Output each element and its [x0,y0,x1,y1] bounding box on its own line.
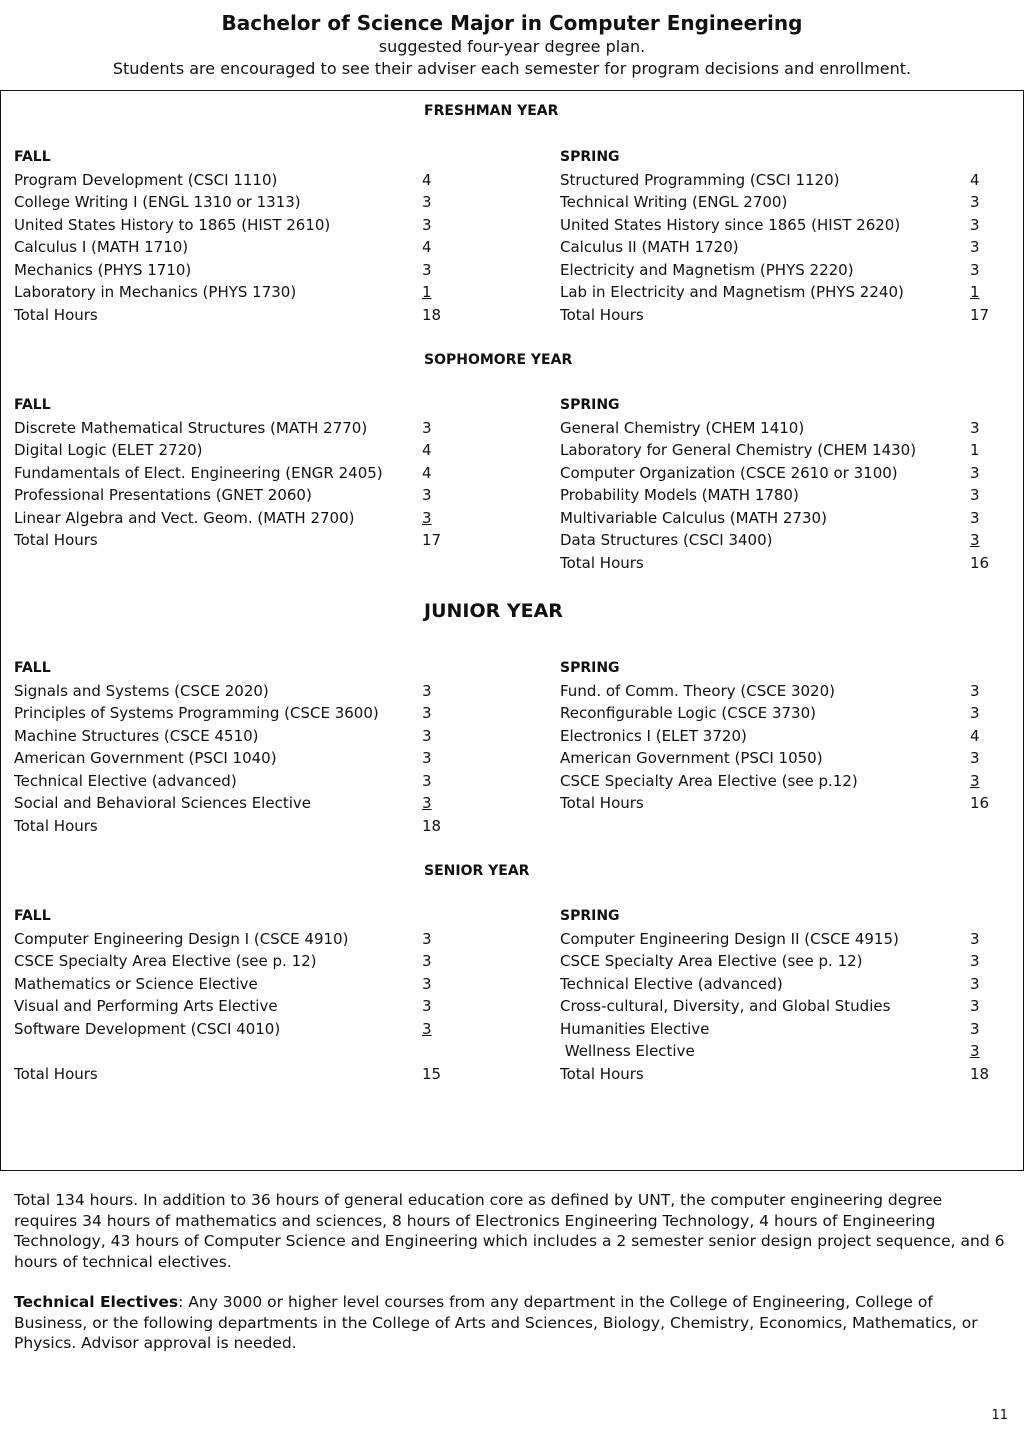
total-hours-row: Total Hours 15 [14,1064,442,1083]
course-row: Technical Writing (ENGL 2700) 3 [560,193,980,211]
degree-plan-box [0,90,1024,1171]
technical-electives-label: Technical Electives [14,1293,179,1311]
spacer [14,1040,444,1063]
year-heading-senior: SENIOR YEAR [424,863,530,879]
semester-label: FALL [14,149,51,165]
course-row: Mechanics (PHYS 1710) 3 [14,260,432,279]
senior-spring [560,905,992,1085]
course-row: Software Development (CSCI 4010) 3 [14,1019,432,1038]
course-row: Discrete Mathematical Structures (MATH 2770) 3 [14,418,432,437]
course-row: Visual and Performing Arts Elective 3 [14,997,432,1015]
semester-label: SPRING [560,397,620,413]
course-row: Electronics I (ELET 3720) 4 [560,726,980,745]
technical-electives-note [14,1292,1009,1354]
semester-label: SPRING [560,149,620,165]
course-row: CSCE Specialty Area Elective (see p.12) 3 [560,771,980,790]
course-row: United States History to 1865 (HIST 2610) 3 [14,215,432,234]
page-subtitle: suggested four-year degree plan. [378,37,646,56]
semester-label: FALL [14,908,51,924]
course-row: General Chemistry (CHEM 1410) 3 [560,418,980,437]
semester-label: SPRING [560,908,620,924]
course-row: Mathematics or Science Elective 3 [14,974,432,993]
course-row: Electricity and Magnetism (PHYS 2220) 3 [560,260,980,279]
course-row: American Government (PSCI 1050) 3 [560,749,980,767]
course-row: Laboratory in Mechanics (PHYS 1730) 1 [14,283,432,301]
course-row: CSCE Specialty Area Elective (see p. 12) 3 [14,952,432,970]
course-row: Signals and Systems (CSCE 2020) 3 [14,681,432,700]
course-row: Calculus I (MATH 1710) 4 [14,238,432,256]
course-row: Reconfigurable Logic (CSCE 3730) 3 [560,704,980,722]
course-row: Program Development (CSCI 1110) 4 [14,170,432,189]
page-number: 11 [991,1408,1008,1423]
course-row: Principles of Systems Programming (CSCE 3600) 3 [14,704,432,722]
total-hours-summary: Total 134 hours. In addition to 36 hours of general education core as defined by UNT, the computer engineering degree requires 34 hours of mathematics and sciences, 8 hours of Electronics Engineering Technology, 4 hours of Engineering Technology, 43 hours of Computer Science and Engineering which includes a 2 semester senior design project sequence, and 6 hours of technical electives. [14,1191,1005,1271]
total-hours-row: Total Hours 16 [560,553,990,572]
freshman-fall [14,146,444,326]
sophomore-fall [14,394,444,552]
senior-fall [14,905,444,1085]
course-row: Structured Programming (CSCI 1120) 4 [560,170,980,189]
freshman-spring [560,146,992,326]
semester-label: SPRING [560,660,620,676]
junior-spring [560,657,992,815]
course-row: Professional Presentations (GNET 2060) 3 [14,486,432,504]
semester-label: FALL [14,397,51,413]
course-row: Wellness Elective 3 [560,1042,980,1060]
course-row: Laboratory for General Chemistry (CHEM 1430) 1 [560,441,980,459]
course-row: Machine Structures (CSCE 4510) 3 [14,726,432,745]
course-row: Data Structures (CSCI 3400) 3 [560,531,980,549]
course-row: Calculus II (MATH 1720) 3 [560,238,980,256]
total-hours-row: Total Hours 17 [14,531,442,549]
total-hours-row: Total Hours 16 [560,794,990,812]
course-row: Computer Engineering Design II (CSCE 4915) 3 [560,929,980,948]
course-row: Multivariable Calculus (MATH 2730) 3 [560,508,980,527]
course-row: Computer Engineering Design I (CSCE 4910) 3 [14,929,432,948]
total-hours-row: Total Hours 18 [14,816,442,835]
course-row: Technical Elective (advanced) 3 [560,974,980,993]
course-row: Digital Logic (ELET 2720) 4 [14,441,432,459]
junior-fall [14,657,444,837]
page-intro: Students are encouraged to see their adviser each semester for program decisions and enrollment. [112,59,912,78]
year-heading-junior: JUNIOR YEAR [424,600,563,622]
course-row: American Government (PSCI 1040) 3 [14,749,432,767]
semester-label: FALL [14,660,51,676]
year-heading-freshman: FRESHMAN YEAR [424,103,559,119]
course-row: Lab in Electricity and Magnetism (PHYS 2240) 1 [560,283,980,301]
total-hours-row: Total Hours 18 [14,305,442,324]
course-row: Computer Organization (CSCE 2610 or 3100) 3 [560,463,980,482]
page-title: Bachelor of Science Major in Computer Engineering [221,11,803,35]
course-row: Technical Elective (advanced) 3 [14,771,432,790]
course-row: Humanities Elective 3 [560,1019,980,1038]
sophomore-spring [560,394,992,574]
course-row: CSCE Specialty Area Elective (see p. 12) 3 [560,952,980,970]
course-row: Fund. of Comm. Theory (CSCE 3020) 3 [560,681,980,700]
course-row: Linear Algebra and Vect. Geom. (MATH 2700) 3 [14,508,432,527]
total-hours-row: Total Hours 18 [560,1064,990,1083]
course-row: Fundamentals of Elect. Engineering (ENGR 2405) 4 [14,463,432,482]
course-row: College Writing I (ENGL 1310 or 1313) 3 [14,193,432,211]
course-row: Social and Behavioral Sciences Elective 3 [14,794,432,812]
course-row: Probability Models (MATH 1780) 3 [560,486,980,504]
footer-notes [14,1190,1009,1374]
page-header [0,10,1024,80]
year-heading-sophomore: SOPHOMORE YEAR [424,352,573,368]
course-row: United States History since 1865 (HIST 2620) 3 [560,215,980,234]
technical-electives-text: : Any 3000 or higher level courses from any department in the College of Engineering, College of Business, or the following departments in the College of Arts and Sciences, Biology, Chemistry, Economics, Mathematics, or Physics. Advisor approval is needed. [14,1293,978,1352]
total-hours-row: Total Hours 17 [560,305,990,324]
course-row: Cross-cultural, Diversity, and Global Studies 3 [560,997,980,1015]
